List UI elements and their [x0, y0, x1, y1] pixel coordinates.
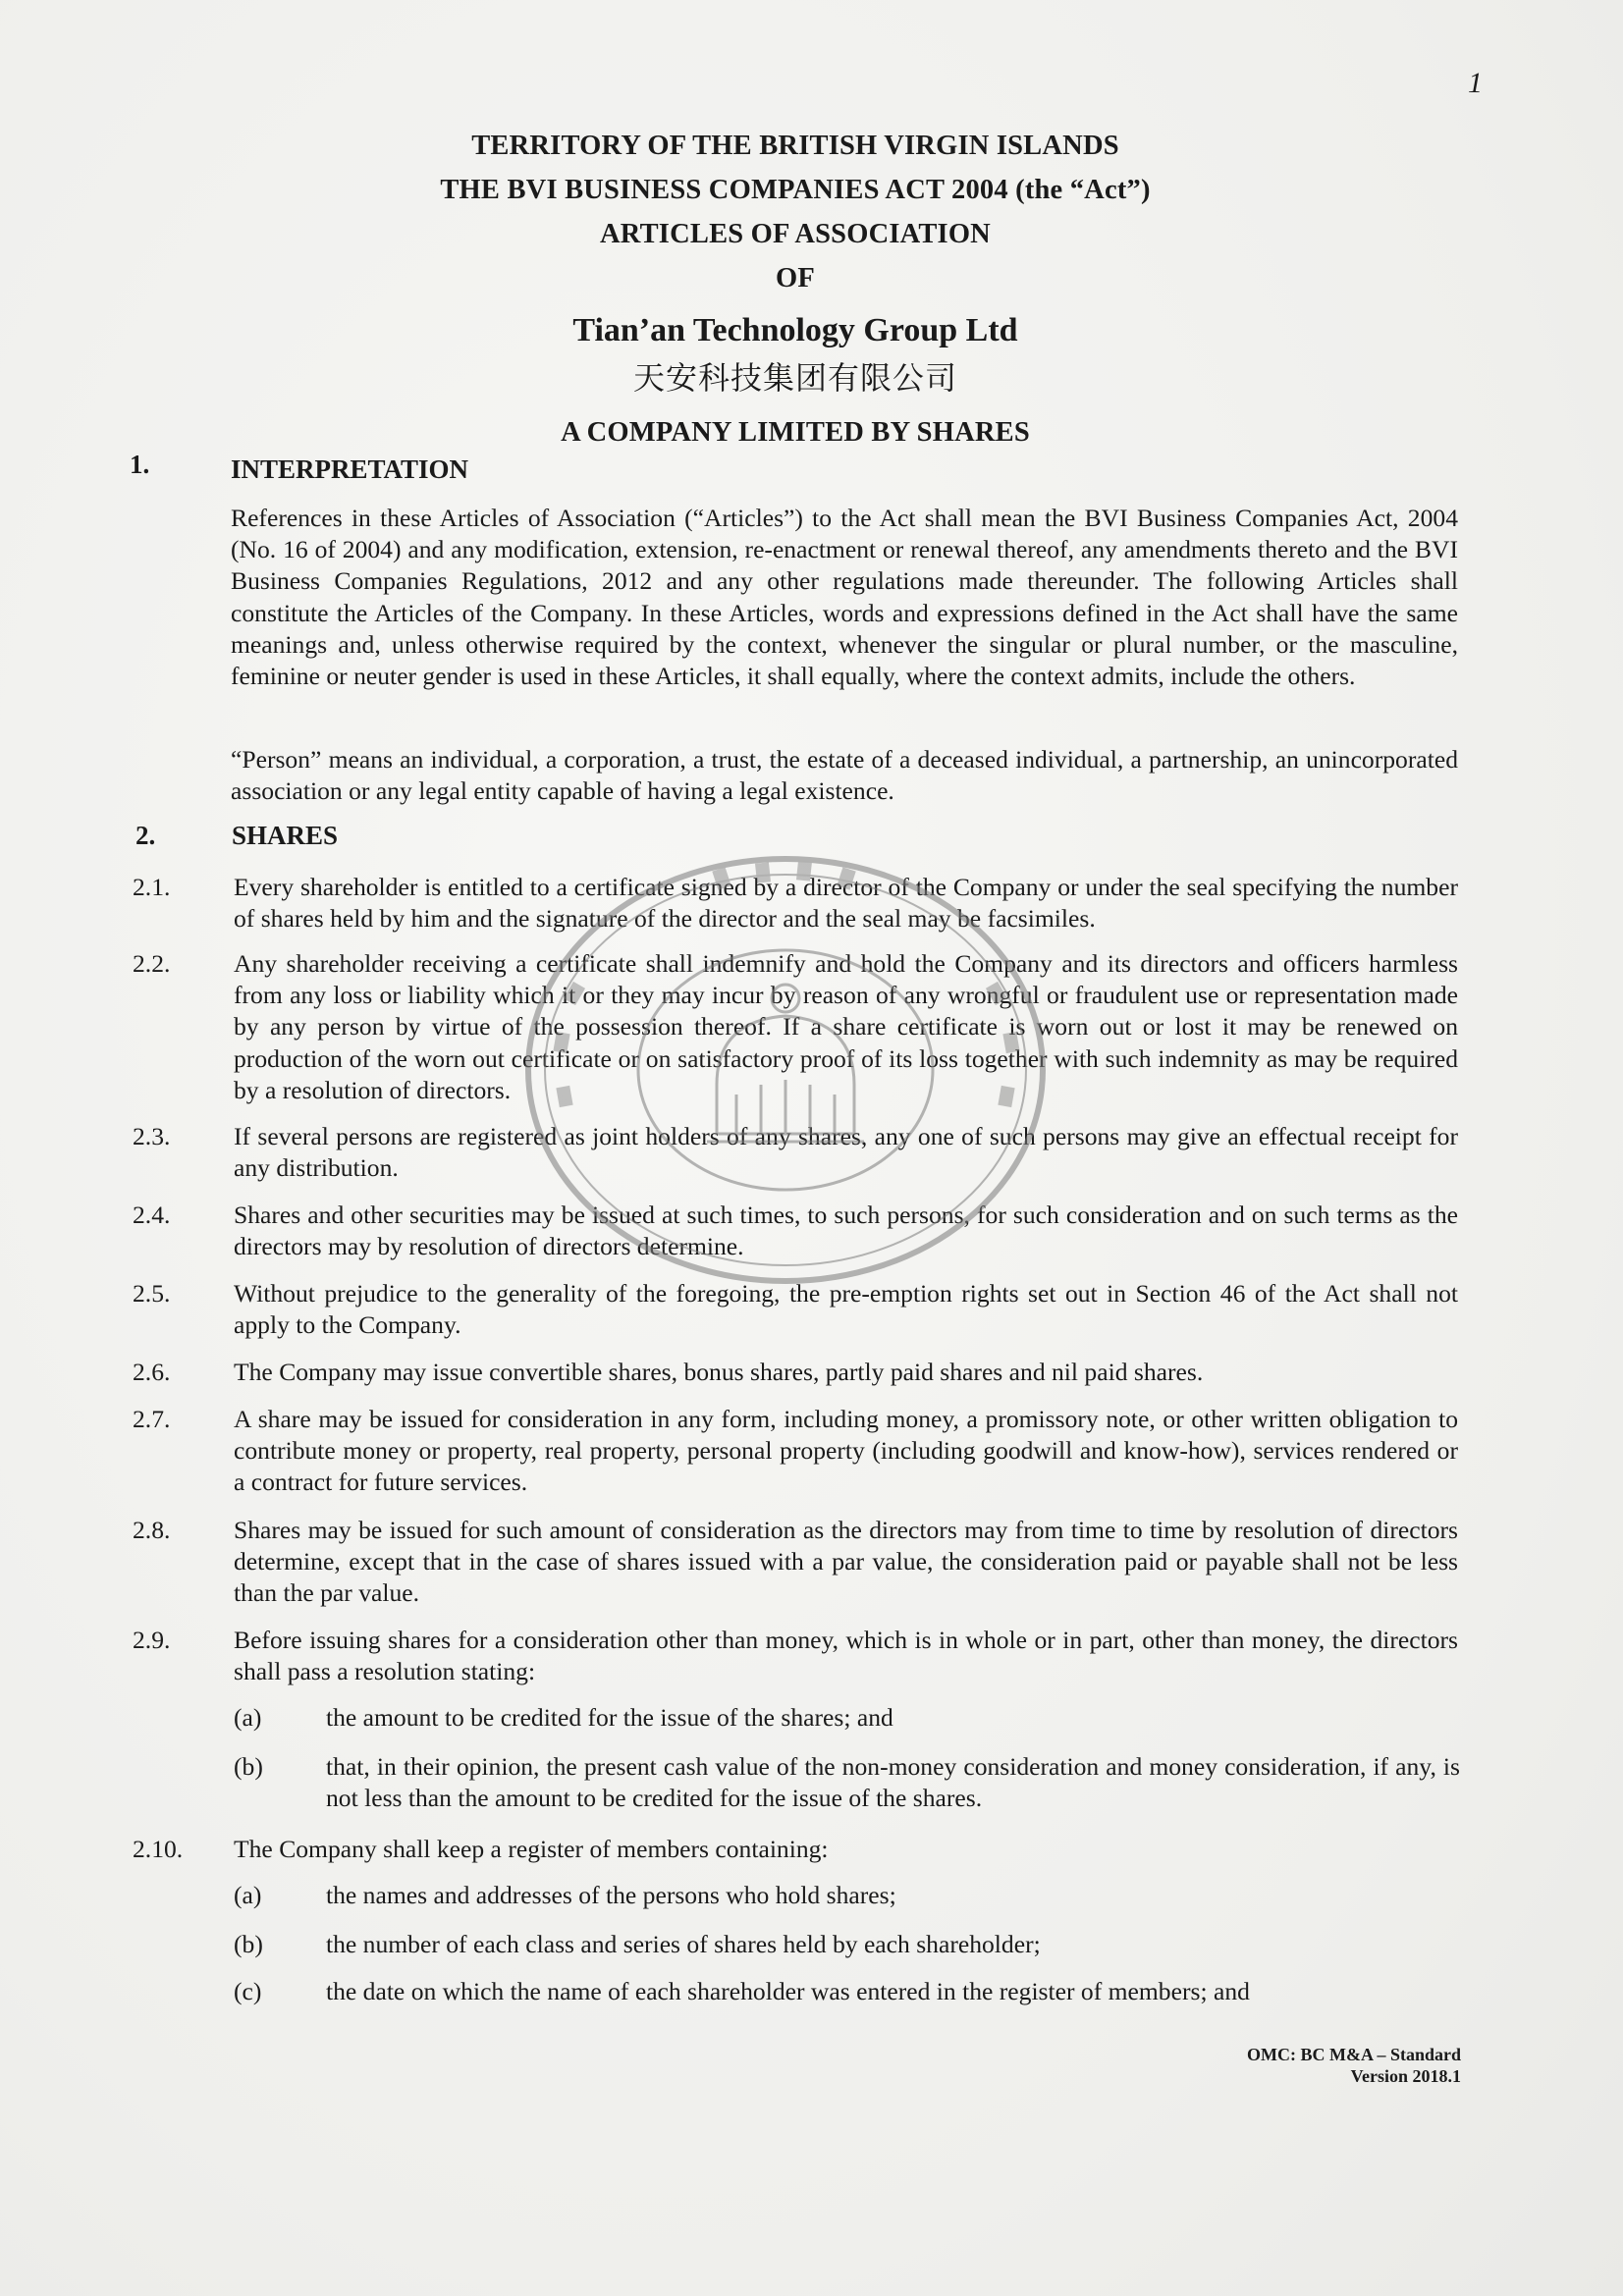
company-type: A COMPANY LIMITED BY SHARES [561, 417, 1030, 448]
clause-text: The Company may issue convertible shares, bonus shares, partly paid shares and nil paid shares. [234, 1358, 1204, 1386]
clause-number: 2.5. [133, 1279, 171, 1308]
clause-text: Shares may be issued for such amount of consideration as the directors may from time to time by resolution of directors determine, except that in the case of shares issued with a par value, the consideration paid or payable shall not be less than the par value. [234, 1516, 1458, 1608]
clause-number: 2.8. [133, 1516, 171, 1544]
section-1-heading: INTERPRETATION [231, 454, 469, 484]
clause-number: 2.6. [133, 1358, 171, 1386]
clause-text: If several persons are registered as joint holders of any shares, any one of such persons may give an effectual receipt for any distribution. [234, 1122, 1458, 1183]
section-2-number: 2. [135, 821, 156, 850]
clause-number: 2.4. [133, 1201, 171, 1229]
clause-number: 2.3. [133, 1122, 171, 1150]
clause-text: Any shareholder receiving a certificate shall indemnify and hold the Company and its directors and officers harmless from any loss or liability which it or they may incur by reason of any wrongful or fraudulent use or representation made by any person by virtue of the possession thereof. If a share certificate is worn out or lost it may be renewed on production of the worn out certificate or on satisfactory proof of its loss together with such indemnity as may be required by a resolution of directors. [234, 949, 1458, 1104]
clause-text: The Company shall keep a register of members containing: [234, 1835, 829, 1863]
footer [1080, 2044, 1461, 2087]
subclause-letter: (c) [234, 1977, 262, 2005]
clause-text: Every shareholder is entitled to a certificate signed by a director of the Company or under the seal specifying the number of shares held by him and the signature of the director and the seal may be facsimiles. [234, 873, 1458, 934]
subclause-letter: (a) [234, 1703, 262, 1732]
clause-number: 2.10. [133, 1835, 184, 1863]
subclause-text: the amount to be credited for the issue of the shares; and [326, 1703, 893, 1732]
subclause-text: the date on which the name of each shareholder was entered in the register of members; and [326, 1977, 1250, 2005]
title-of: OF [776, 263, 815, 294]
subclause-text: the number of each class and series of shares held by each shareholder; [326, 1930, 1041, 1958]
clause-number: 2.1. [133, 873, 171, 901]
clause-text: A share may be issued for consideration in any form, including money, a promissory note, or other written obligation to contribute money or property, real property, personal property (including goodwill and know-how), services rendered or a contract for future services. [234, 1405, 1458, 1497]
subclause-text: the names and addresses of the persons who hold shares; [326, 1881, 896, 1909]
person-definition-paragraph: “Person” means an individual, a corporation, a trust, the estate of a deceased individual, a partnership, an unincorporated association or any legal entity capable of having a legal existence. [231, 745, 1458, 806]
title-articles: ARTICLES OF ASSOCIATION [600, 219, 991, 249]
company-name-chinese: 天安科技集团有限公司 [632, 359, 957, 397]
clause-text: Without prejudice to the generality of the foregoing, the pre-emption rights set out in Section 46 of the Act shall not apply to the Company. [234, 1279, 1458, 1340]
company-name-english: Tian’an Technology Group Ltd [572, 312, 1018, 348]
clause-text: Shares and other securities may be issued at such times, to such persons, for such consideration and on such terms as the directors may by resolution of directors determine. [234, 1201, 1458, 1261]
page-number: 1 [1468, 67, 1483, 99]
subclause-letter: (b) [234, 1752, 263, 1781]
interpretation-paragraph: References in these Articles of Association (“Articles”) to the Act shall mean the BVI Business Companies Act, 2004 (No. 16 of 2004) and any modification, extension, re-enactment or renewal thereof, any amendments thereto and the BVI Business Companies Regulations, 2012 and any other regulations made thereunder. The following Articles shall constitute the Articles of the Company. In these Articles, words and expressions defined in the Act shall have the same meanings and, unless otherwise required by the context, whenever the singular or plural number, or the masculine, feminine or neuter gender is used in these Articles, it shall equally, where the context admits, include the others. [231, 504, 1458, 691]
clause-number: 2.2. [133, 949, 171, 978]
subclause-text: that, in their opinion, the present cash value of the non-money consideration and money consideration, if any, is not less than the amount to be credited for the issue of the shares. [326, 1752, 1460, 1813]
title-territory: TERRITORY OF THE BRITISH VIRGIN ISLANDS [471, 131, 1119, 161]
subclause-letter: (a) [234, 1881, 262, 1909]
title-act: THE BVI BUSINESS COMPANIES ACT 2004 (the “Act”) [440, 175, 1151, 205]
footer-form-reference: OMC: BC M&A – Standard [1246, 2045, 1461, 2064]
clause-number: 2.9. [133, 1626, 171, 1654]
section-2-heading: SHARES [232, 821, 339, 850]
clause-text: Before issuing shares for a consideration other than money, which is in whole or in part, other than money, the directors shall pass a resolution stating: [234, 1626, 1458, 1686]
clause-number: 2.7. [133, 1405, 171, 1433]
footer-version: Version 2018.1 [1350, 2066, 1461, 2086]
subclause-letter: (b) [234, 1930, 263, 1958]
section-1-number: 1. [130, 450, 150, 479]
title-block [295, 124, 1296, 454]
